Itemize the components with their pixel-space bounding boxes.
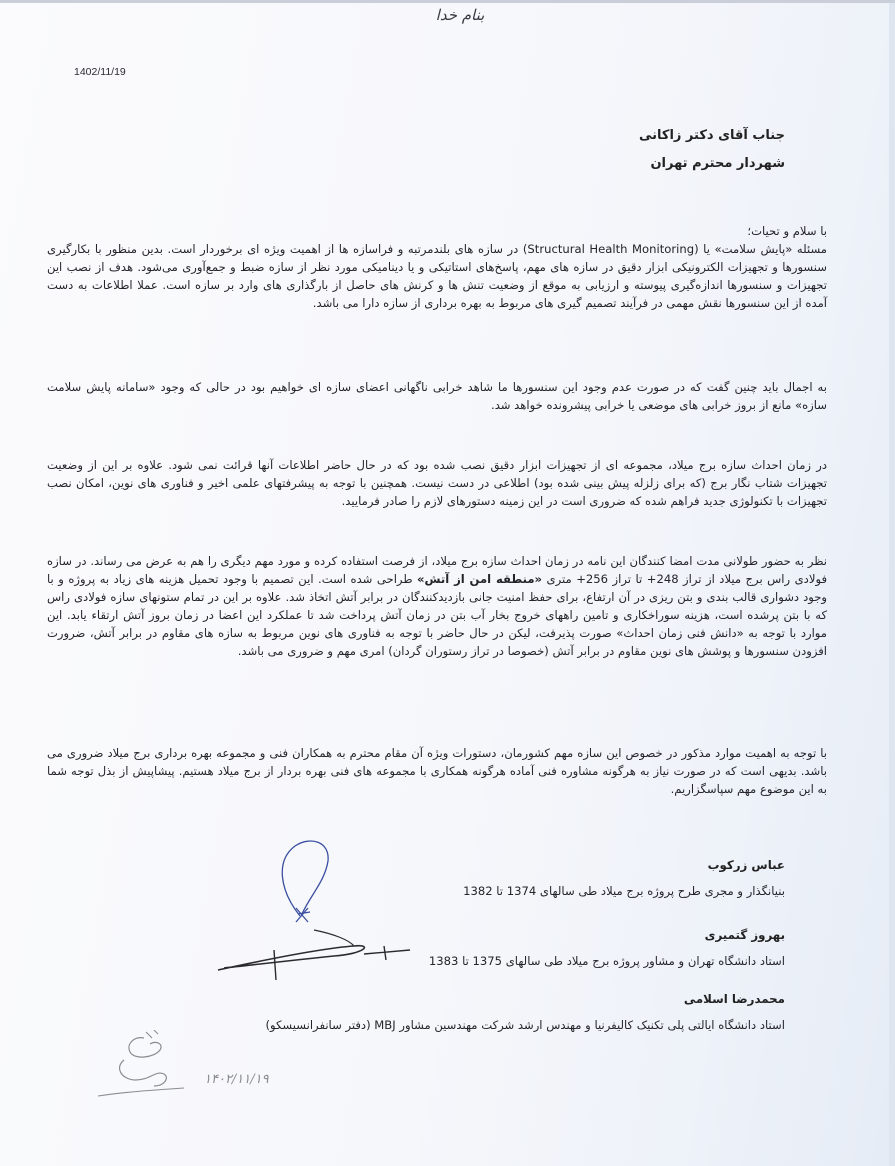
paragraph-existing-instruments: در زمان احداث سازه برج میلاد، مجموعه ای از تجهیزات ابزار دقیق نصب شده بود که در حال حاضر اطلاعات آنها قرائت نمی شود. علاوه بر این از وضعیت تجهیزات شتاب نگار برج (که برای زلزله پیش بینی شده بود) اطلاعی در دست نیست. همچنین با توجه به پیشرفتهای علمی اخیر و فناوری های نوین، امکان نصب تجهیزات با تکنولوژی جدید فراهم شده که ضروری است در این زمینه دستورهای لازم را صادر فرمایید. xyxy=(47,458,827,508)
scan-edge-line xyxy=(0,0,895,3)
header-invocation: بنام خدا xyxy=(435,6,485,24)
signature-3-icon xyxy=(94,1030,214,1100)
greeting: با سلام و تحیات؛ xyxy=(747,224,827,238)
signature-2-icon xyxy=(214,920,414,982)
signature-1-icon xyxy=(270,836,360,926)
paragraph-fire-safety xyxy=(47,552,827,660)
paragraph-fire-safety-part1: نظر به حضور طولانی مدت امضا کنندگان این نامه در زمان احداث سازه برج میلاد، از فرصت استفاده کرده و مورد مهم دیگری را هم به عرض می رساند. در سازه فولادی راس برج میلاد از تراز 248+ تا تراز 256+ متری xyxy=(47,554,827,586)
paragraph-shm-intro: مسئله «پایش سلامت» یا (Structural Health Monitoring) در سازه های بلندمرتبه و فراسازه ها از اهمیت ویژه ای برخوردار است. بدین منظور با بکارگیری سنسورها و تجهیزات الکترونیکی ابزار دقیق در سازه های مهم، پاسخ‌های استاتیکی و یا دینامیکی مورد نظر از سازه ضبط و جمع‌آوری می‌شود. هدف از نصب این تجهیزات و سنسورها اندازه‌گیری پیوسته و ارزیابی به موقع از وضعیت تنش ها و کرنش های حاصل از بارگذاری های وارد بر سازه است. عملا اطلاعات به دست آمده از این سنسورها نقش مهمی در فرآیند تصمیم گیری های مربوط به بهره برداری از سازه دارا می باشد. xyxy=(47,242,828,310)
letter-date: 1402/11/19 xyxy=(74,66,126,78)
paragraph-failure-risk: به اجمال باید چنین گفت که در صورت عدم وجود این سنسورها ما شاهد خرابی ناگهانی اعضای سازه ای خواهیم بود در حالی که وجود «سامانه پایش سلامت سازه» مانع از بروز خرابی های موضعی یا خرابی پیشرونده خواهد شد. xyxy=(47,380,827,412)
signer-2-name: بهروز گتمیری xyxy=(704,928,785,942)
recipient-title: شهردار محترم تهران xyxy=(650,156,785,171)
paragraph-closing-request: با توجه به اهمیت موارد مذکور در خصوص این سازه مهم کشورمان، دستورات ویژه آن مقام محترم به همکاران فنی و مجموعه بهره برداری برج میلاد ضروری می باشد. بدیهی است که در صورت نیاز به هرگونه مشاوره فنی آماده هرگونه همکاری با مجموعه های فنی بهره بردار از برج میلاد هستیم. پیشاپیش از بذل توجه شما به این موضوع مهم سپاسگزاریم. xyxy=(47,746,827,796)
paragraph-fire-safety-part2: طراحی شده است. این تصمیم با وجود تحمیل هزینه های زیاد به پروژه و با وجود دشواری قالب بندی و بتن ریزی در آن ارتفاع، برای حفظ امنیت جانی بازدیدکنندگان در برابر آتش اتخاذ شد. علاوه بر این در تمام ستونهای سازه فولادی راس که با بتن پرشده است، هزینه سوراخکاری و تامین راههای خروج بخار آب بتن در زمان آتش پرداخت شد تا عملکرد این اعضا در زمان بروز آتش ارتقاء یابد. این موارد با توجه به «دانش فنی زمان احداث» صورت پذیرفت، لیکن در حال حاضر با توجه به فناوری های نوین مربوط به سازه های مقاوم در برابر آتش، ضرورت افزودن سنسورها و پوشش های نوین مقاوم در برابر آتش (خصوصا در تراز رستوران گردان) امری مهم و ضروری می باشد. xyxy=(47,572,827,658)
recipient-name: جناب آقای دکتر زاکانی xyxy=(638,128,785,143)
signer-3-name: محمدرضا اسلامی xyxy=(683,992,785,1006)
fire-safe-zone-emphasis: «منطقه امن از آتش» xyxy=(417,572,543,586)
signer-1-title: بنیانگذار و مجری طرح پروژه برج میلاد طی سالهای 1374 تا 1382 xyxy=(463,884,785,898)
signer-3-title: استاد دانشگاه ایالتی پلی تکنیک کالیفرنیا و مهندس ارشد شرکت مهندسین مشاور MBJ (دفتر سانفرانسیسکو) xyxy=(265,1018,785,1032)
signer-2-title: استاد دانشگاه تهران و مشاور پروژه برج میلاد طی سالهای 1375 تا 1383 xyxy=(428,954,785,968)
handwritten-date: ۱۴۰۲/۱۱/۱۹ xyxy=(204,1072,269,1087)
signer-1-name: عباس زرکوب xyxy=(707,858,785,872)
